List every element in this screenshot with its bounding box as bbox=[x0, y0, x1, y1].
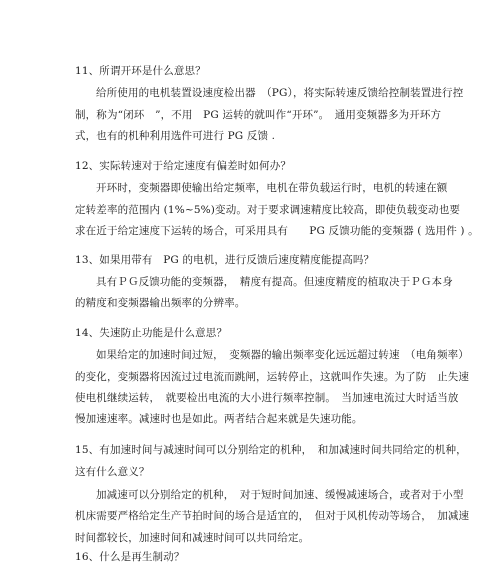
answer-11-line-1: 给所使用的电机装置设速度检出器 （PG），将实际转速反馈给控制装置进行控 bbox=[96, 87, 464, 99]
answer-15-line-4: 时间都较长，加速时间和减速时间可以共同给定。 bbox=[75, 532, 310, 544]
answer-14-line-4: 慢加速速率。减速时也是如此。两者结合起来就是失速功能。 bbox=[75, 413, 363, 425]
question-16: 16、什么是再生制动？ bbox=[75, 551, 185, 563]
answer-11-line-2: 制，称为“闭环 ”，不用 PG 运转的就叫作“开环”。 通用变频器多为开环方 bbox=[75, 109, 442, 121]
question-15: 15、有加速时间与减速时间可以分别给定的机种， 和加减速时间共同给定的机种， bbox=[75, 444, 467, 456]
answer-12-line-2: 定转差率的范围内 (1%~5%)变动。对于要求调速精度比较高，即使负载变动也要 bbox=[75, 204, 460, 216]
answer-13-line-1: 具有ＰＧ反馈功能的变频器， 精度有提高。但速度精度的植取决于ＰＧ本身 bbox=[96, 276, 453, 288]
answer-13-line-2: 的精度和变频器输出频率的分辨率。 bbox=[75, 297, 246, 309]
answer-15-line-2: 加减速可以分别给定的机种， 对于短时间加速、缓慢减速场合，或者对于小型 bbox=[96, 489, 464, 501]
question-11: 11、所谓开环是什么意思？ bbox=[75, 65, 206, 77]
question-14: 14、失速防止功能是什么意思？ bbox=[75, 327, 228, 339]
answer-12-line-1: 开环时，变频器即使输出给定频率，电机在带负载运行时，电机的转速在额 bbox=[96, 182, 448, 194]
answer-14-line-2: 的变化，变频器将因流过过电流而跳闸，运转停止，这就叫作失速。为了防 止失速 bbox=[75, 371, 470, 383]
question-13: 13、如果用带有 PG 的电机，进行反馈后速度精度能提高吗？ bbox=[75, 254, 375, 266]
answer-12-line-3: 求在近于给定速度下运转的场合，可采用具有 PG 反馈功能的变频器 ( 选用件 ) 。 bbox=[75, 225, 479, 237]
answer-14-line-1: 如果给定的加速时间过短， 变频器的输出频率变化远远超过转速 （电角频率） bbox=[96, 349, 469, 361]
answer-15-line-1: 这有什么意义？ bbox=[75, 466, 150, 478]
answer-11-line-3: 式，也有的机种利用选件可进行 PG 反馈 . bbox=[75, 130, 276, 142]
answer-15-line-3: 机床需要严格给定生产节拍时间的场合是适宜的， 但对于风机传动等场合， 加减速 bbox=[75, 510, 470, 522]
answer-14-line-3: 使电机继续运转， 就要检出电流的大小进行频率控制。 当加速电流过大时适当放 bbox=[75, 392, 459, 404]
question-12: 12、实际转速对于给定速度有偏差时如何办？ bbox=[75, 160, 292, 172]
